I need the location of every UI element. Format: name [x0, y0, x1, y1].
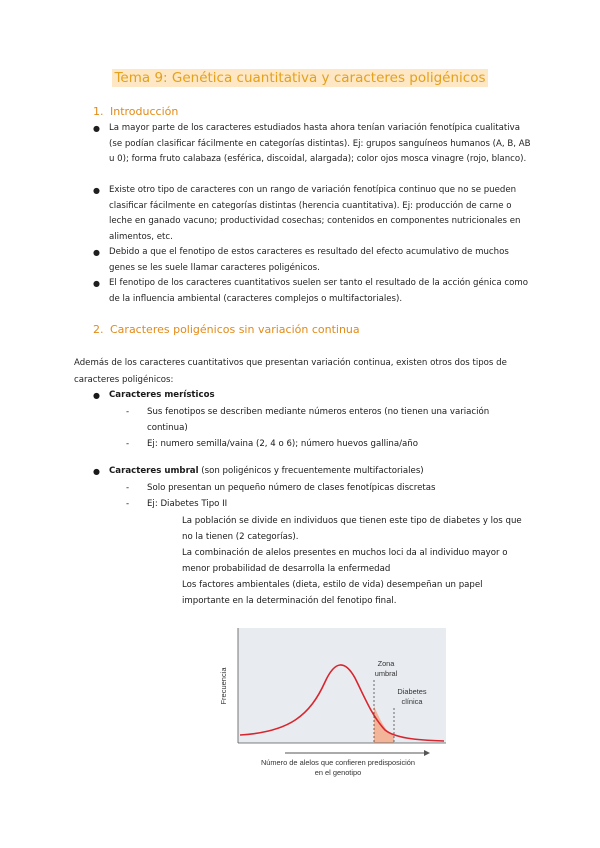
section2-heading — [93, 322, 360, 338]
dash-marker: - — [126, 439, 130, 449]
umbral-detail: La combinación de alelos presentes en muchos loci da al individuo mayor o menor probabilidad de desarrolla la enfermedad — [182, 548, 508, 574]
zona-umbral-label-line1: Zona — [377, 659, 395, 668]
meristicos-text: Sus fenotipos se describen mediante números enteros (no tienen una variación continua) — [147, 407, 490, 433]
bullet-text: Existe otro tipo de caracteres con un rango de variación fenotípica continuo que no se pueden clasificar fácilmente en categorías distintas (herencia cuantitativa). Ej: producción de carne o leche en ganado vacuno; productividad cosechas; contenidos en componentes nutricionales en alimentos, etc. — [109, 185, 521, 242]
zona-umbral-label-line2: umbral — [374, 669, 398, 678]
section2-number: 2. — [93, 323, 104, 336]
section2-title: Caracteres poligénicos sin variación continua — [110, 323, 360, 336]
list-item — [93, 245, 533, 276]
section2-intro: Además de los caracteres cuantitativos que presentan variación continua, existen otros dos tipos de caracteres poligénicos: — [74, 358, 507, 385]
umbral-detail: La población se divide en individuos que tienen este tipo de diabetes y los que no la tienen (2 categorías). — [182, 516, 522, 542]
section1-heading — [93, 104, 178, 120]
bullet-icon: ● — [93, 279, 100, 288]
umbral-label-suffix: (son poligénicos y frecuentemente multifactoriales) — [198, 466, 424, 476]
umbral-text: Ej: Diabetes Tipo II — [147, 499, 228, 509]
x-arrow-icon — [424, 750, 430, 756]
threshold-figure — [210, 620, 450, 785]
page-title-text: Tema 9: Genética cuantitativa y caracteres poligénicos — [114, 70, 486, 86]
x-axis-label-line1: Número de alelos que confieren predisposición — [260, 758, 416, 767]
bullet-text: La mayor parte de los caracteres estudiados hasta ahora tenían variación fenotípica cualitativa (se podían clasificar fácilmente en categorías distintas). Ej: grupos sanguíneos humanos (A, B, AB u 0); forma fruto calabaza (esférica, discoidal, alargada); color ojos mosca vinagre (rojo, blanco). — [109, 123, 531, 164]
list-item — [126, 480, 506, 496]
dash-marker: - — [126, 499, 130, 509]
list-item — [126, 436, 506, 452]
umbral-label: Caracteres umbral — [109, 466, 199, 476]
list-item — [126, 404, 506, 436]
diabetes-clinica-label-line1: Diabetes — [397, 687, 427, 696]
bullet-text: El fenotipo de los caracteres cuantitativos suelen ser tanto el resultado de la acción génica como de la influencia ambiental (caracteres complejos o multifactoriales). — [109, 278, 528, 304]
meristicos-item — [93, 388, 215, 403]
y-axis-label: Frecuencia — [219, 667, 228, 705]
bullet-icon: ● — [93, 124, 100, 133]
dash-marker: - — [126, 483, 130, 493]
section1-number: 1. — [93, 105, 104, 118]
list-item — [126, 496, 506, 512]
umbral-detail: Los factores ambientales (dieta, estilo de vida) desempeñan un papel importante en la determinación del fenotipo final. — [182, 580, 483, 606]
bullet-icon: ● — [93, 248, 100, 257]
umbral-text: Solo presentan un pequeño número de clases fenotípicas discretas — [147, 483, 436, 493]
list-item — [93, 183, 533, 245]
bullet-icon: ● — [93, 391, 100, 400]
plot-panel — [238, 628, 446, 743]
meristicos-label: Caracteres merísticos — [109, 390, 215, 400]
list-item — [93, 276, 533, 307]
threshold-figure-svg — [210, 620, 450, 785]
section1-title: Introducción — [110, 105, 179, 118]
dash-marker: - — [126, 407, 130, 417]
bullet-text: Debido a que el fenotipo de estos caracteres es resultado del efecto acumulativo de muchos genes se les suele llamar caracteres poligénicos. — [109, 247, 509, 273]
bullet-icon: ● — [93, 467, 100, 476]
diabetes-clinica-label-line2: clínica — [401, 697, 423, 706]
page-title — [0, 68, 600, 88]
x-axis-label-line2: en el genotipo — [314, 768, 362, 777]
list-item — [93, 121, 533, 168]
bullet-icon: ● — [93, 186, 100, 195]
umbral-item — [93, 464, 424, 479]
meristicos-text: Ej: numero semilla/vaina (2, 4 o 6); número huevos gallina/año — [147, 439, 418, 449]
